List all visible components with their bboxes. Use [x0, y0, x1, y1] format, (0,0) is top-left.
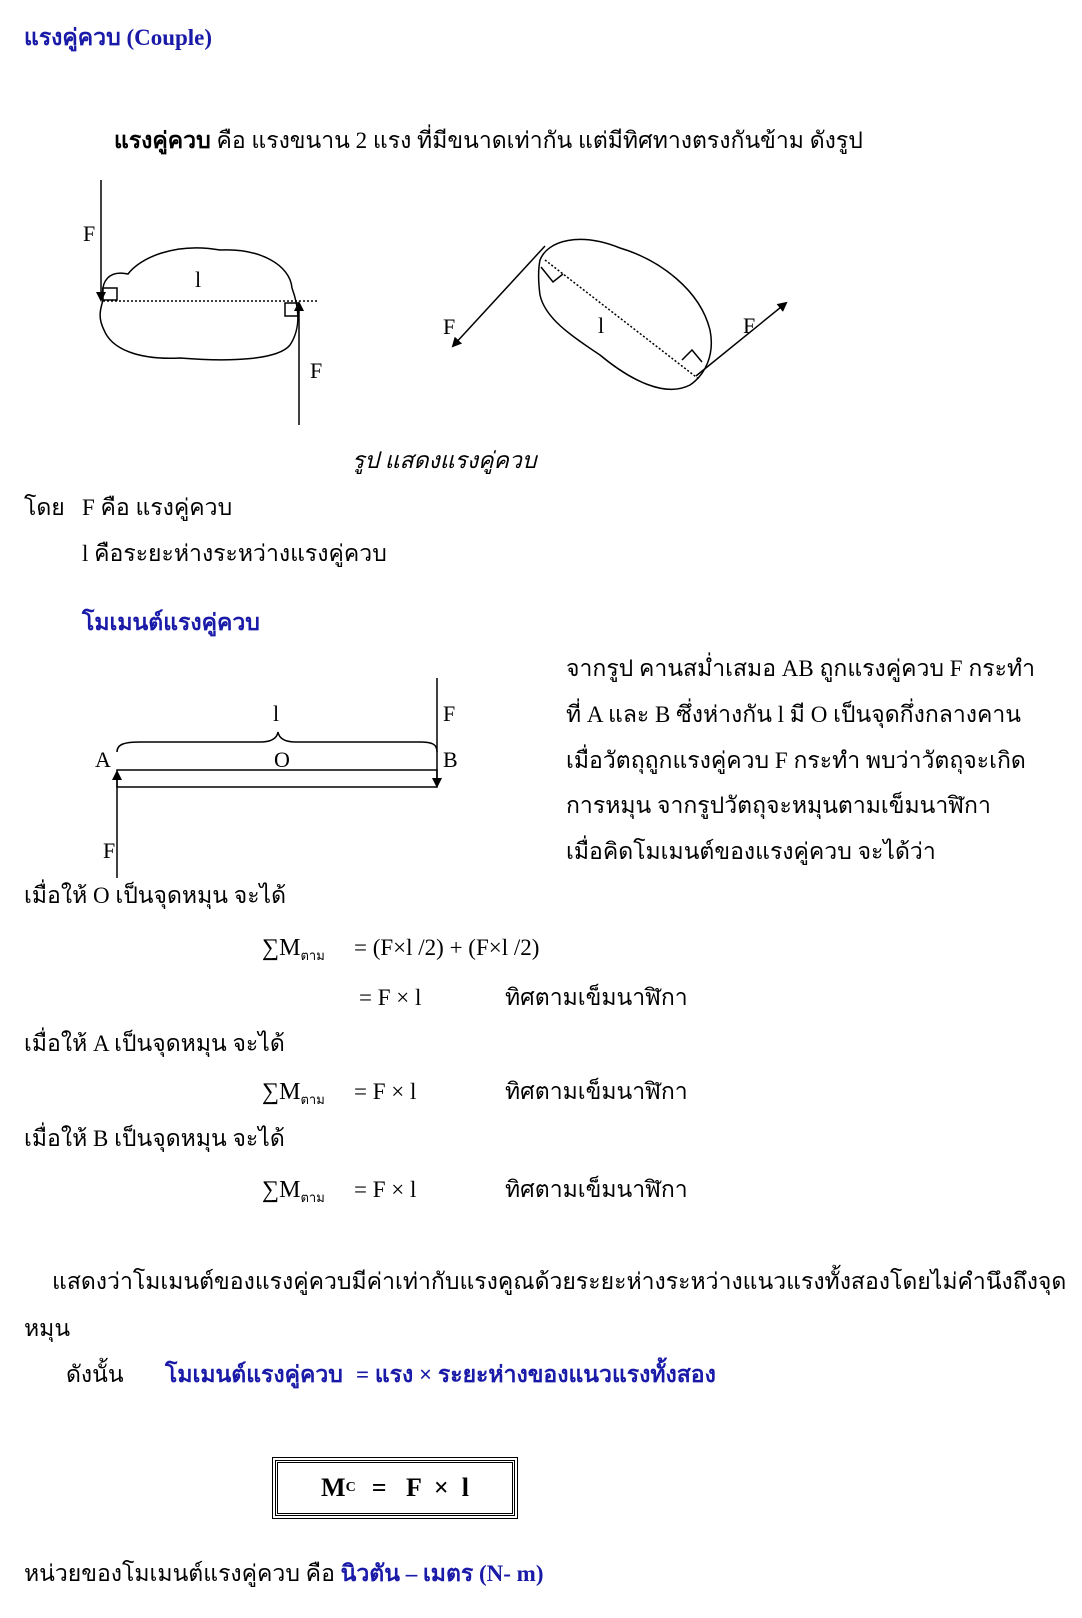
- explanation-line-1: จากรูป คานสม่ำเสมอ AB ถูกแรงคู่ควบ F กระทำ: [566, 656, 1036, 681]
- sum-sub: ตาม: [300, 948, 325, 963]
- eq-a: = F × l: [354, 1079, 417, 1104]
- right-angle-right-bottom: [682, 350, 702, 362]
- beam: [117, 770, 437, 787]
- figure1-caption: รูป แสดงแรงคู่ควบ: [352, 448, 537, 473]
- sum-symbol: ∑M: [262, 1177, 301, 1203]
- case-a-text: เมื่อให้ A เป็นจุดหมุน จะได้: [24, 1031, 285, 1056]
- definitions-prefix: โดย: [24, 495, 65, 520]
- sum-sub: ตาม: [300, 1092, 325, 1107]
- blob-right: [539, 239, 712, 389]
- therefore: ดังนั้น: [66, 1362, 124, 1387]
- label-f3: F: [443, 314, 456, 339]
- intro-text: คือ แรงขนาน 2 แรง ที่มีขนาดเท่ากัน แต่มีทิศทางตรงกันข้าม ดังรูป: [210, 128, 863, 153]
- dir-b: ทิศตามเข็มนาฬิกา: [505, 1177, 688, 1202]
- definition-line-2: l คือระยะห่างระหว่างแรงคู่ควบ: [82, 541, 387, 566]
- formula-text: = แรง × ระยะห่างของแนวแรงทั้งสอง: [356, 1362, 716, 1387]
- label-l2: l: [598, 313, 605, 338]
- formula-sub: C: [345, 1480, 356, 1495]
- label-b: B: [443, 747, 458, 772]
- label-f1: F: [83, 221, 96, 246]
- sum-sub: ตาม: [300, 1190, 325, 1205]
- unit-line: [24, 1560, 544, 1588]
- explanation-line-2: ที่ A และ B ซึ่งห่างกัน l มี O เป็นจุดกึ่งกลางคาน: [566, 702, 1022, 727]
- unit-text: หน่วยของโมเมนต์แรงคู่ควบ คือ: [24, 1561, 341, 1586]
- sum-symbol: ∑M: [262, 935, 301, 961]
- label-f-top: F: [443, 701, 456, 726]
- label-f-bottom: F: [103, 838, 116, 863]
- intro-paragraph: [114, 127, 863, 155]
- force-arrow-down-left: [453, 246, 545, 346]
- label-f2: F: [310, 358, 323, 383]
- explanation-line-4: การหมุน จากรูปวัตถุจะหมุนตามเข็มนาฬิกา: [566, 793, 991, 818]
- label-l1: l: [195, 267, 202, 292]
- moment-heading: โมเมนต์แรงคู่ควบ: [82, 610, 260, 635]
- eq-o-2: = F × l: [359, 985, 422, 1010]
- label-l: l: [273, 701, 280, 726]
- intro-term: แรงคู่ควบ: [114, 128, 211, 153]
- case-b-text: เมื่อให้ B เป็นจุดหมุน จะได้: [24, 1126, 285, 1151]
- label-f4: F: [743, 313, 756, 338]
- sum-symbol: ∑M: [262, 1079, 301, 1105]
- blob-left: [100, 248, 298, 360]
- case-o-text: เมื่อให้ O เป็นจุดหมุน จะได้: [24, 883, 287, 908]
- couple-figure-1: [0, 170, 1082, 440]
- eq-b: = F × l: [354, 1177, 417, 1202]
- page-title: แรงคู่ควบ (Couple): [24, 25, 213, 50]
- label-o: O: [274, 747, 290, 772]
- dir-a: ทิศตามเข็มนาฬิกา: [505, 1079, 688, 1104]
- sum-o: [262, 934, 325, 964]
- conclusion-line-2: หมุน: [24, 1316, 71, 1341]
- label-a: A: [95, 747, 111, 772]
- unit-value: นิวตัน – เมตร (N- m): [340, 1561, 544, 1586]
- eq-o-1: = (F×l /2) + (F×l /2): [354, 935, 540, 960]
- explanation-line-5: เมื่อคิดโมเมนต์ของแรงคู่ควบ จะได้ว่า: [566, 839, 936, 864]
- beam-figure: [0, 670, 520, 885]
- formula-m: M: [321, 1473, 346, 1502]
- sum-b: [262, 1176, 325, 1206]
- force-arrow-up-right: [696, 303, 786, 376]
- formula-label: โมเมนต์แรงคู่ควบ: [165, 1362, 343, 1387]
- formula-rhs: = F × l: [371, 1473, 469, 1502]
- definition-line-1: F คือ แรงคู่ควบ: [82, 495, 233, 520]
- right-angle-right-top: [541, 267, 563, 282]
- boxed-formula: [275, 1460, 515, 1516]
- sum-a: [262, 1078, 325, 1108]
- conclusion-line-1: แสดงว่าโมเมนต์ของแรงคู่ควบมีค่าเท่ากับแรงคูณด้วยระยะห่างระหว่างแนวแรงทั้งสองโดยไม่คำนึงถึงจุด: [52, 1269, 1067, 1294]
- dir-o: ทิศตามเข็มนาฬิกา: [505, 985, 688, 1010]
- right-angle-left: [103, 288, 117, 300]
- explanation-line-3: เมื่อวัตถุถูกแรงคู่ควบ F กระทำ พบว่าวัตถุจะเกิด: [566, 748, 1026, 773]
